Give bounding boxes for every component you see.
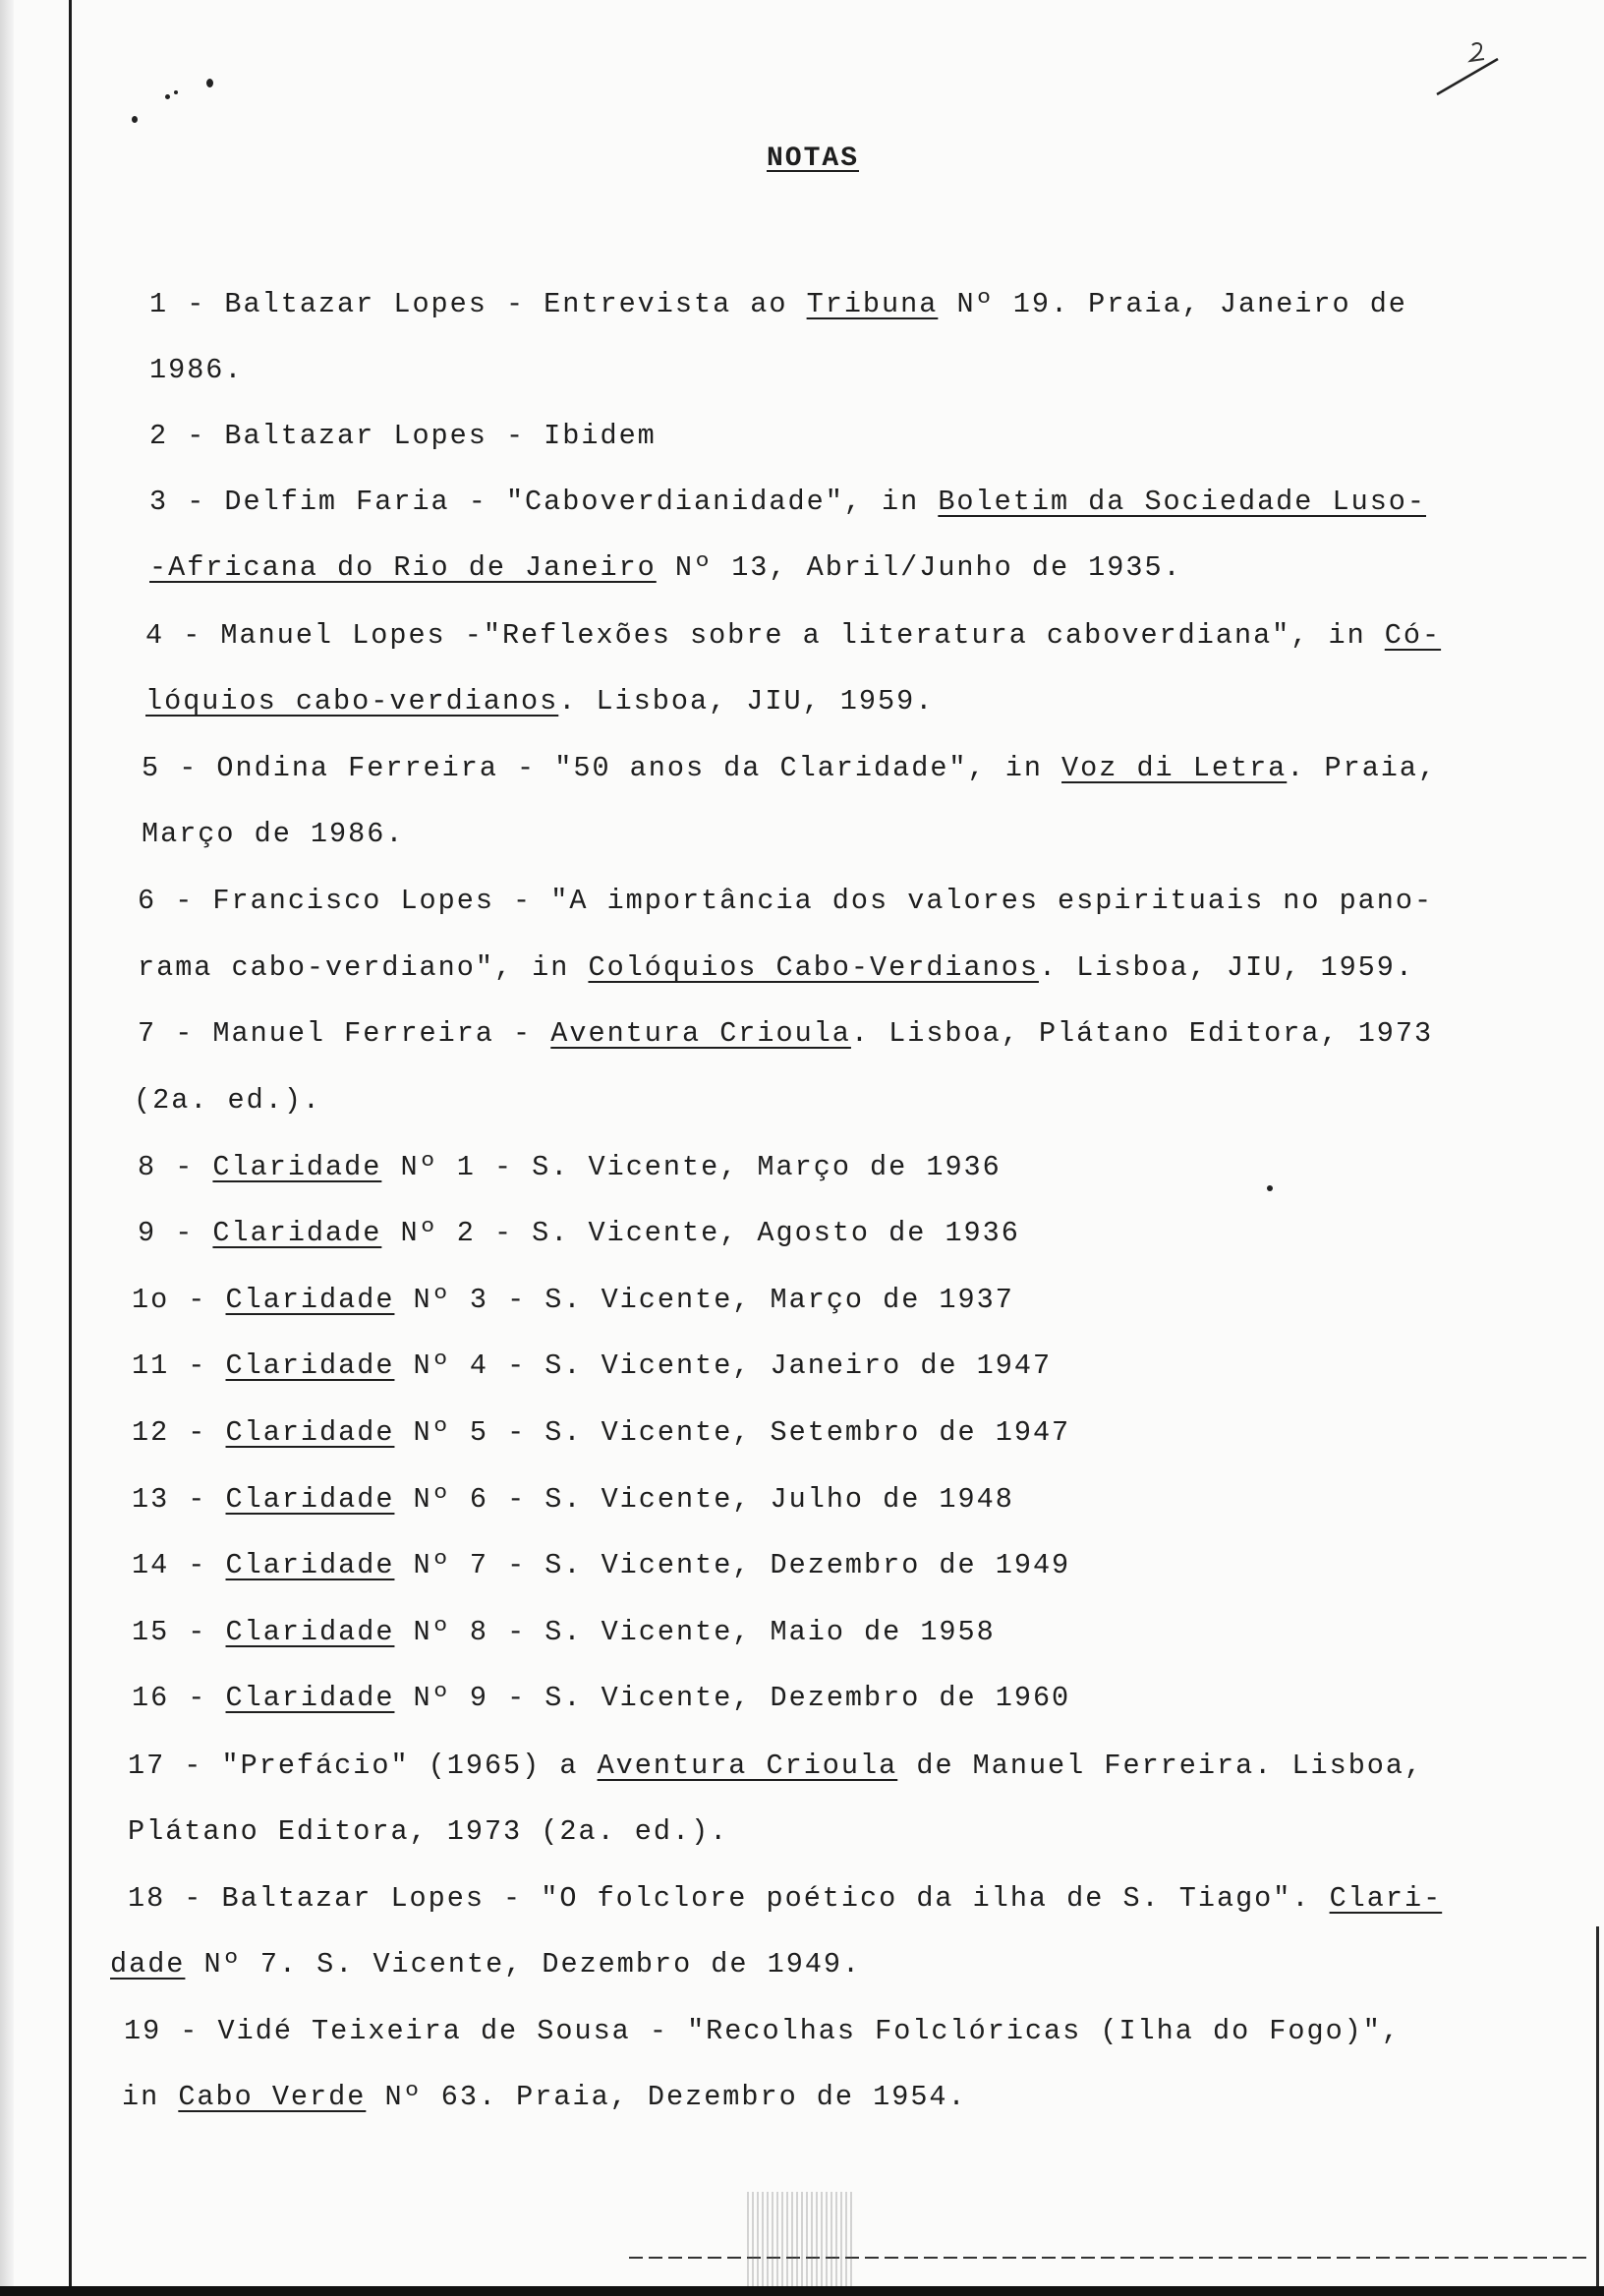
ink-speck: [206, 79, 213, 87]
note-text: 5 - Ondina Ferreira - "50 anos da Claridade", in: [142, 752, 1062, 784]
underlined-title: -Africana do Rio de Janeiro: [149, 551, 657, 584]
note-text: 11 -: [132, 1349, 226, 1382]
underlined-title: Claridade: [212, 1217, 382, 1249]
note-text: Nº 2 - S. Vicente, Agosto de 1936: [381, 1217, 1020, 1249]
note-line: [149, 354, 244, 387]
ink-speck: [174, 90, 178, 94]
note-text: 1o -: [132, 1284, 226, 1316]
note-text: 4 - Manuel Lopes -"Reflexões sobre a literatura caboverdiana", in: [145, 619, 1385, 652]
note-text: (2a. ed.).: [134, 1084, 322, 1117]
note-line: [134, 1084, 321, 1118]
note-text: 8 -: [138, 1151, 213, 1183]
note-text: Nº 19. Praia, Janeiro de: [938, 288, 1407, 320]
note-text: Nº 6 - S. Vicente, Julho de 1948: [394, 1483, 1014, 1516]
note-text: 7 - Manuel Ferreira -: [138, 1017, 551, 1050]
scan-edge: [0, 0, 14, 2296]
note-line: [149, 551, 1182, 585]
note-line: [124, 2015, 1401, 2048]
underlined-title: Claridade: [225, 1349, 395, 1382]
note-line: [138, 951, 1414, 985]
underlined-title: Tribuna: [806, 288, 939, 320]
bottom-border-line: [0, 2286, 1604, 2296]
note-text: Plátano Editora, 1973 (2a. ed.).: [128, 1815, 729, 1848]
underlined-title: dade: [110, 1948, 186, 1980]
underlined-title: lóquios cabo-verdianos: [145, 685, 559, 718]
note-line: [142, 818, 404, 851]
note-text: 3 - Delfim Faria - "Caboverdianidade", in: [149, 486, 939, 518]
underlined-title: Có-: [1384, 619, 1442, 652]
note-text: 2 - Baltazar Lopes - Ibidem: [149, 420, 657, 452]
underlined-title: Claridade: [225, 1284, 395, 1316]
note-line: [149, 486, 1426, 519]
underlined-title: Voz di Letra: [1061, 752, 1288, 784]
note-line: [149, 420, 657, 453]
note-text: 1 - Baltazar Lopes - Entrevista ao: [149, 288, 807, 320]
note-text: de Manuel Ferreira. Lisboa,: [897, 1750, 1424, 1782]
note-text: 1986.: [149, 354, 244, 386]
note-line: [132, 1284, 1014, 1317]
note-line: [132, 1682, 1070, 1715]
note-line: [138, 1017, 1433, 1051]
underlined-title: Cabo Verde: [178, 2081, 367, 2113]
note-text: Março de 1986.: [142, 818, 405, 850]
note-text: . Lisboa, JIU, 1959.: [558, 685, 935, 718]
ink-speck: [132, 116, 138, 123]
note-text: 16 -: [132, 1682, 226, 1714]
left-border-line: [69, 0, 72, 2296]
note-text: Nº 13, Abril/Junho de 1935.: [656, 551, 1182, 584]
underlined-title: Aventura Crioula: [550, 1017, 851, 1050]
note-text: 6 - Francisco Lopes - "A importância dos valores espirituais no pano-: [138, 885, 1434, 917]
note-text: in: [122, 2081, 179, 2113]
ink-speck: [1267, 1185, 1273, 1191]
underlined-title: Clari-: [1329, 1882, 1443, 1915]
note-text: Nº 5 - S. Vicente, Setembro de 1947: [394, 1416, 1071, 1449]
note-line: [122, 2081, 967, 2114]
note-text: Nº 4 - S. Vicente, Janeiro de 1947: [394, 1349, 1053, 1382]
underlined-title: Claridade: [225, 1483, 395, 1516]
note-text: Nº 63. Praia, Dezembro de 1954.: [366, 2081, 967, 2113]
handwritten-page-number: [1433, 39, 1502, 98]
note-text: 9 -: [138, 1217, 213, 1249]
underlined-title: Boletim da Sociedade Luso-: [938, 486, 1427, 518]
note-text: rama cabo-verdiano", in: [138, 951, 589, 984]
note-text: . Praia,: [1287, 752, 1438, 784]
note-line: [128, 1750, 1423, 1783]
note-line: [145, 685, 934, 718]
note-text: Nº 1 - S. Vicente, Março de 1936: [381, 1151, 1002, 1183]
underlined-title: Claridade: [212, 1151, 382, 1183]
note-text: Nº 7. S. Vicente, Dezembro de 1949.: [185, 1948, 862, 1980]
note-text: Nº 8 - S. Vicente, Maio de 1958: [394, 1616, 996, 1648]
note-text: 12 -: [132, 1416, 226, 1449]
note-line: [132, 1549, 1070, 1582]
note-text: 18 - Baltazar Lopes - "O folclore poético da ilha de S. Tiago".: [128, 1882, 1330, 1915]
note-text: Nº 7 - S. Vicente, Dezembro de 1949: [394, 1549, 1071, 1581]
note-text: 17 - "Prefácio" (1965) a: [128, 1750, 598, 1782]
note-text: Nº 3 - S. Vicente, Março de 1937: [394, 1284, 1014, 1316]
note-line: [145, 619, 1441, 653]
underlined-title: Claridade: [225, 1416, 395, 1449]
underlined-title: Claridade: [225, 1682, 395, 1714]
note-line: [138, 1151, 1002, 1184]
note-line: [142, 752, 1437, 785]
note-text: 14 -: [132, 1549, 226, 1581]
right-border-line: [1596, 1926, 1599, 2290]
note-text: 13 -: [132, 1483, 226, 1516]
underlined-title: Aventura Crioula: [597, 1750, 898, 1782]
underlined-title: Claridade: [225, 1549, 395, 1581]
underlined-title: Claridade: [225, 1616, 395, 1648]
ink-speck: [165, 94, 170, 99]
note-text: 15 -: [132, 1616, 226, 1648]
page-title: NOTAS: [767, 144, 860, 174]
note-line: [132, 1416, 1070, 1450]
note-text: 19 - Vidé Teixeira de Sousa - "Recolhas Folclóricas (Ilha do Fogo)",: [124, 2015, 1401, 2047]
note-line: [132, 1616, 996, 1649]
note-text: Nº 9 - S. Vicente, Dezembro de 1960: [394, 1682, 1071, 1714]
note-line: [132, 1483, 1014, 1517]
note-line: [138, 1217, 1020, 1250]
scan-smudge: [747, 2192, 855, 2286]
note-text: . Lisboa, Plátano Editora, 1973: [850, 1017, 1434, 1050]
underlined-title: Colóquios Cabo-Verdianos: [588, 951, 1039, 984]
note-line: [138, 885, 1433, 918]
note-text: . Lisboa, JIU, 1959.: [1038, 951, 1414, 984]
note-line: [149, 288, 1407, 321]
note-line: [128, 1815, 728, 1849]
note-line: [128, 1882, 1442, 1916]
note-line: [132, 1349, 1052, 1383]
note-line: [110, 1948, 861, 1981]
